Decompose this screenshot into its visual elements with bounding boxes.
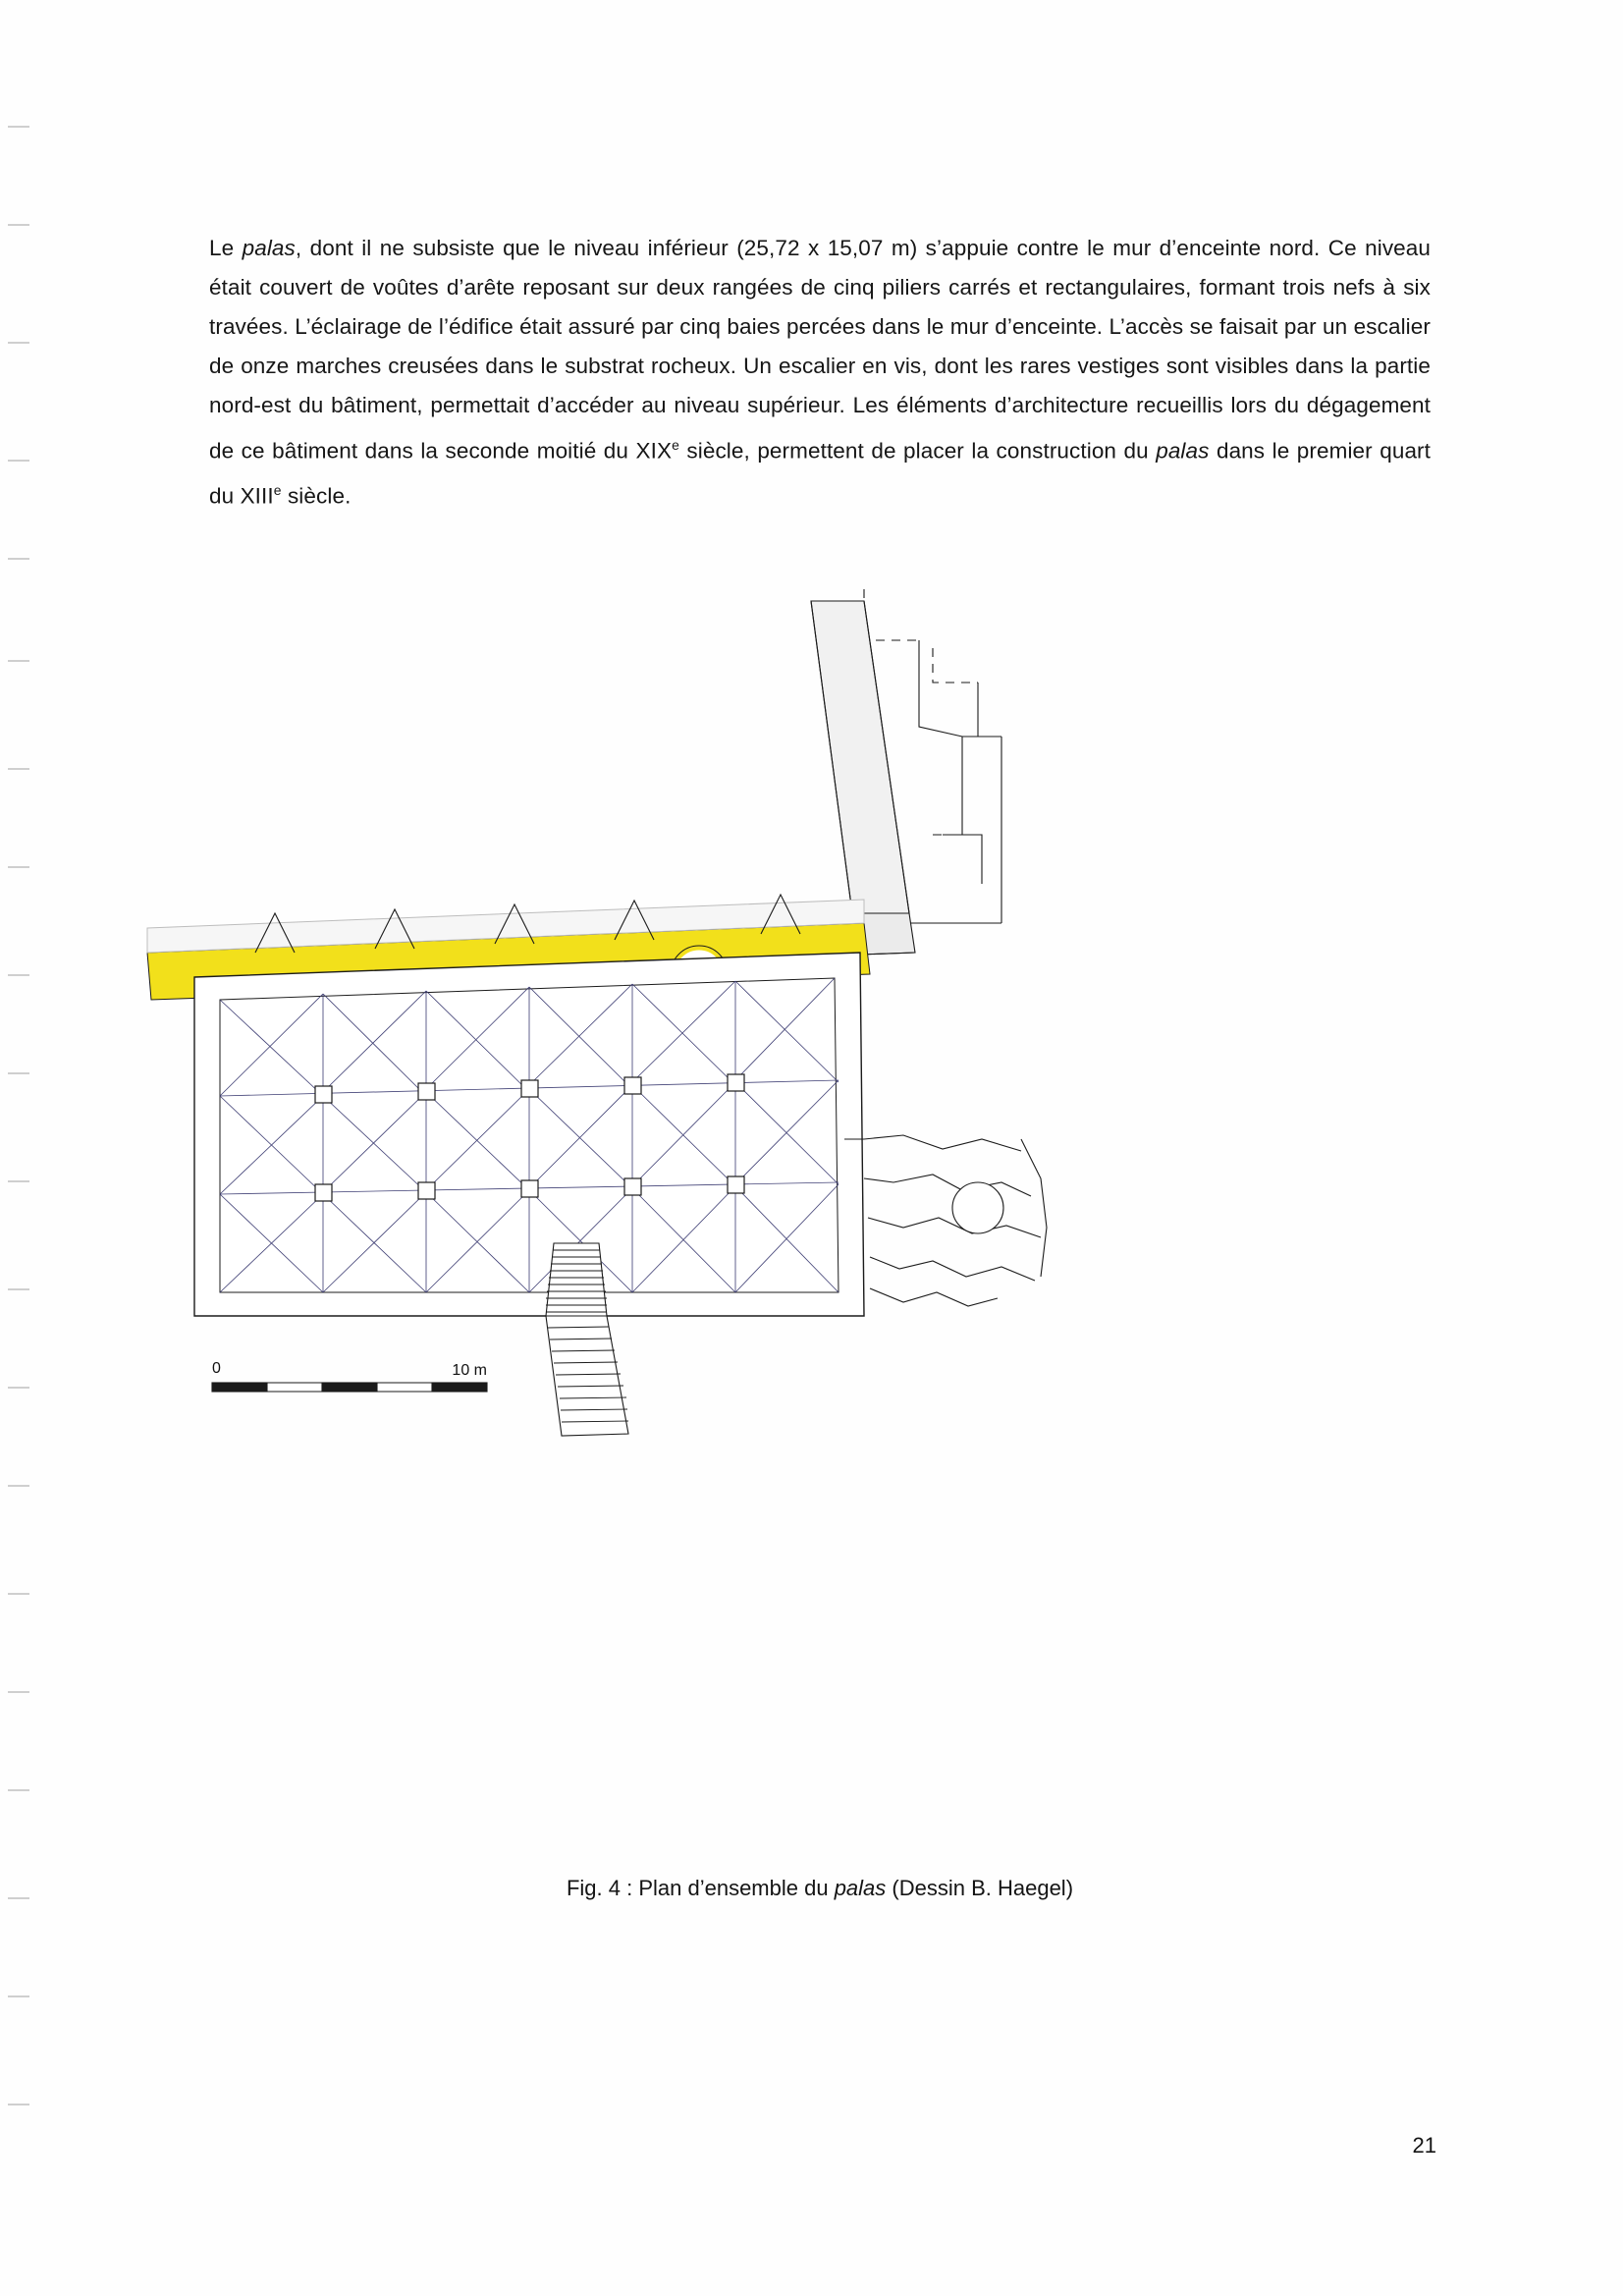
text-run-6: dans le premier quart du XIII bbox=[209, 438, 1431, 509]
figure-caption bbox=[209, 1876, 1431, 1901]
right-outbuildings bbox=[911, 640, 1001, 923]
text-run-8: siècle. bbox=[281, 483, 352, 509]
scale-bar bbox=[212, 1383, 487, 1392]
figure-plan-densemble bbox=[118, 589, 1532, 1453]
text-run-2: (Dessin B. Haegel) bbox=[886, 1876, 1074, 1900]
page-number: 21 bbox=[1412, 2133, 1436, 2158]
superscript-run-7: e bbox=[273, 482, 282, 498]
text-run-2: , dont il ne subsiste que le niveau inférieur (25,72 x 15,07 m) s’appuie contre le mur d’enceinte nord. Ce niveau était couvert de voûtes d’arête reposant sur deux rangées de cinq piliers carrés et rectangulaires, formant trois nefs à six travées. L’éclairage de l’édifice était assuré par cinq baies percées dans le mur d’enceinte. L’accès se faisait par un escalier de onze marches creusées dans le substrat rocheux. Un escalier en vis, dont les rares vestiges sont visibles dans la partie nord-est du bâtiment, permettait d’accéder au niveau supérieur. Les éléments d’architecture recueillis lors du dégagement de ce bâtiment dans la seconde moitié du XIX bbox=[209, 235, 1432, 463]
text-run-4: siècle, permettent de placer la construction du bbox=[678, 438, 1157, 463]
scale-label-left: 0 bbox=[212, 1360, 221, 1377]
text-run-0: Fig. 4 : Plan d’ensemble du bbox=[566, 1876, 835, 1900]
scan-margin-artifacts bbox=[8, 0, 47, 2296]
text-run-0: Le bbox=[209, 235, 243, 260]
body-paragraph bbox=[209, 229, 1431, 517]
superscript-run-3: e bbox=[672, 436, 679, 453]
eastern-rock-terrain bbox=[844, 1135, 1047, 1306]
plan-drawing bbox=[118, 589, 1532, 1453]
scale-label-right: 10 m bbox=[452, 1362, 487, 1379]
italic-run-1: palas bbox=[834, 1876, 887, 1900]
italic-run-1: palas bbox=[242, 235, 296, 260]
italic-run-5: palas bbox=[1156, 438, 1210, 463]
